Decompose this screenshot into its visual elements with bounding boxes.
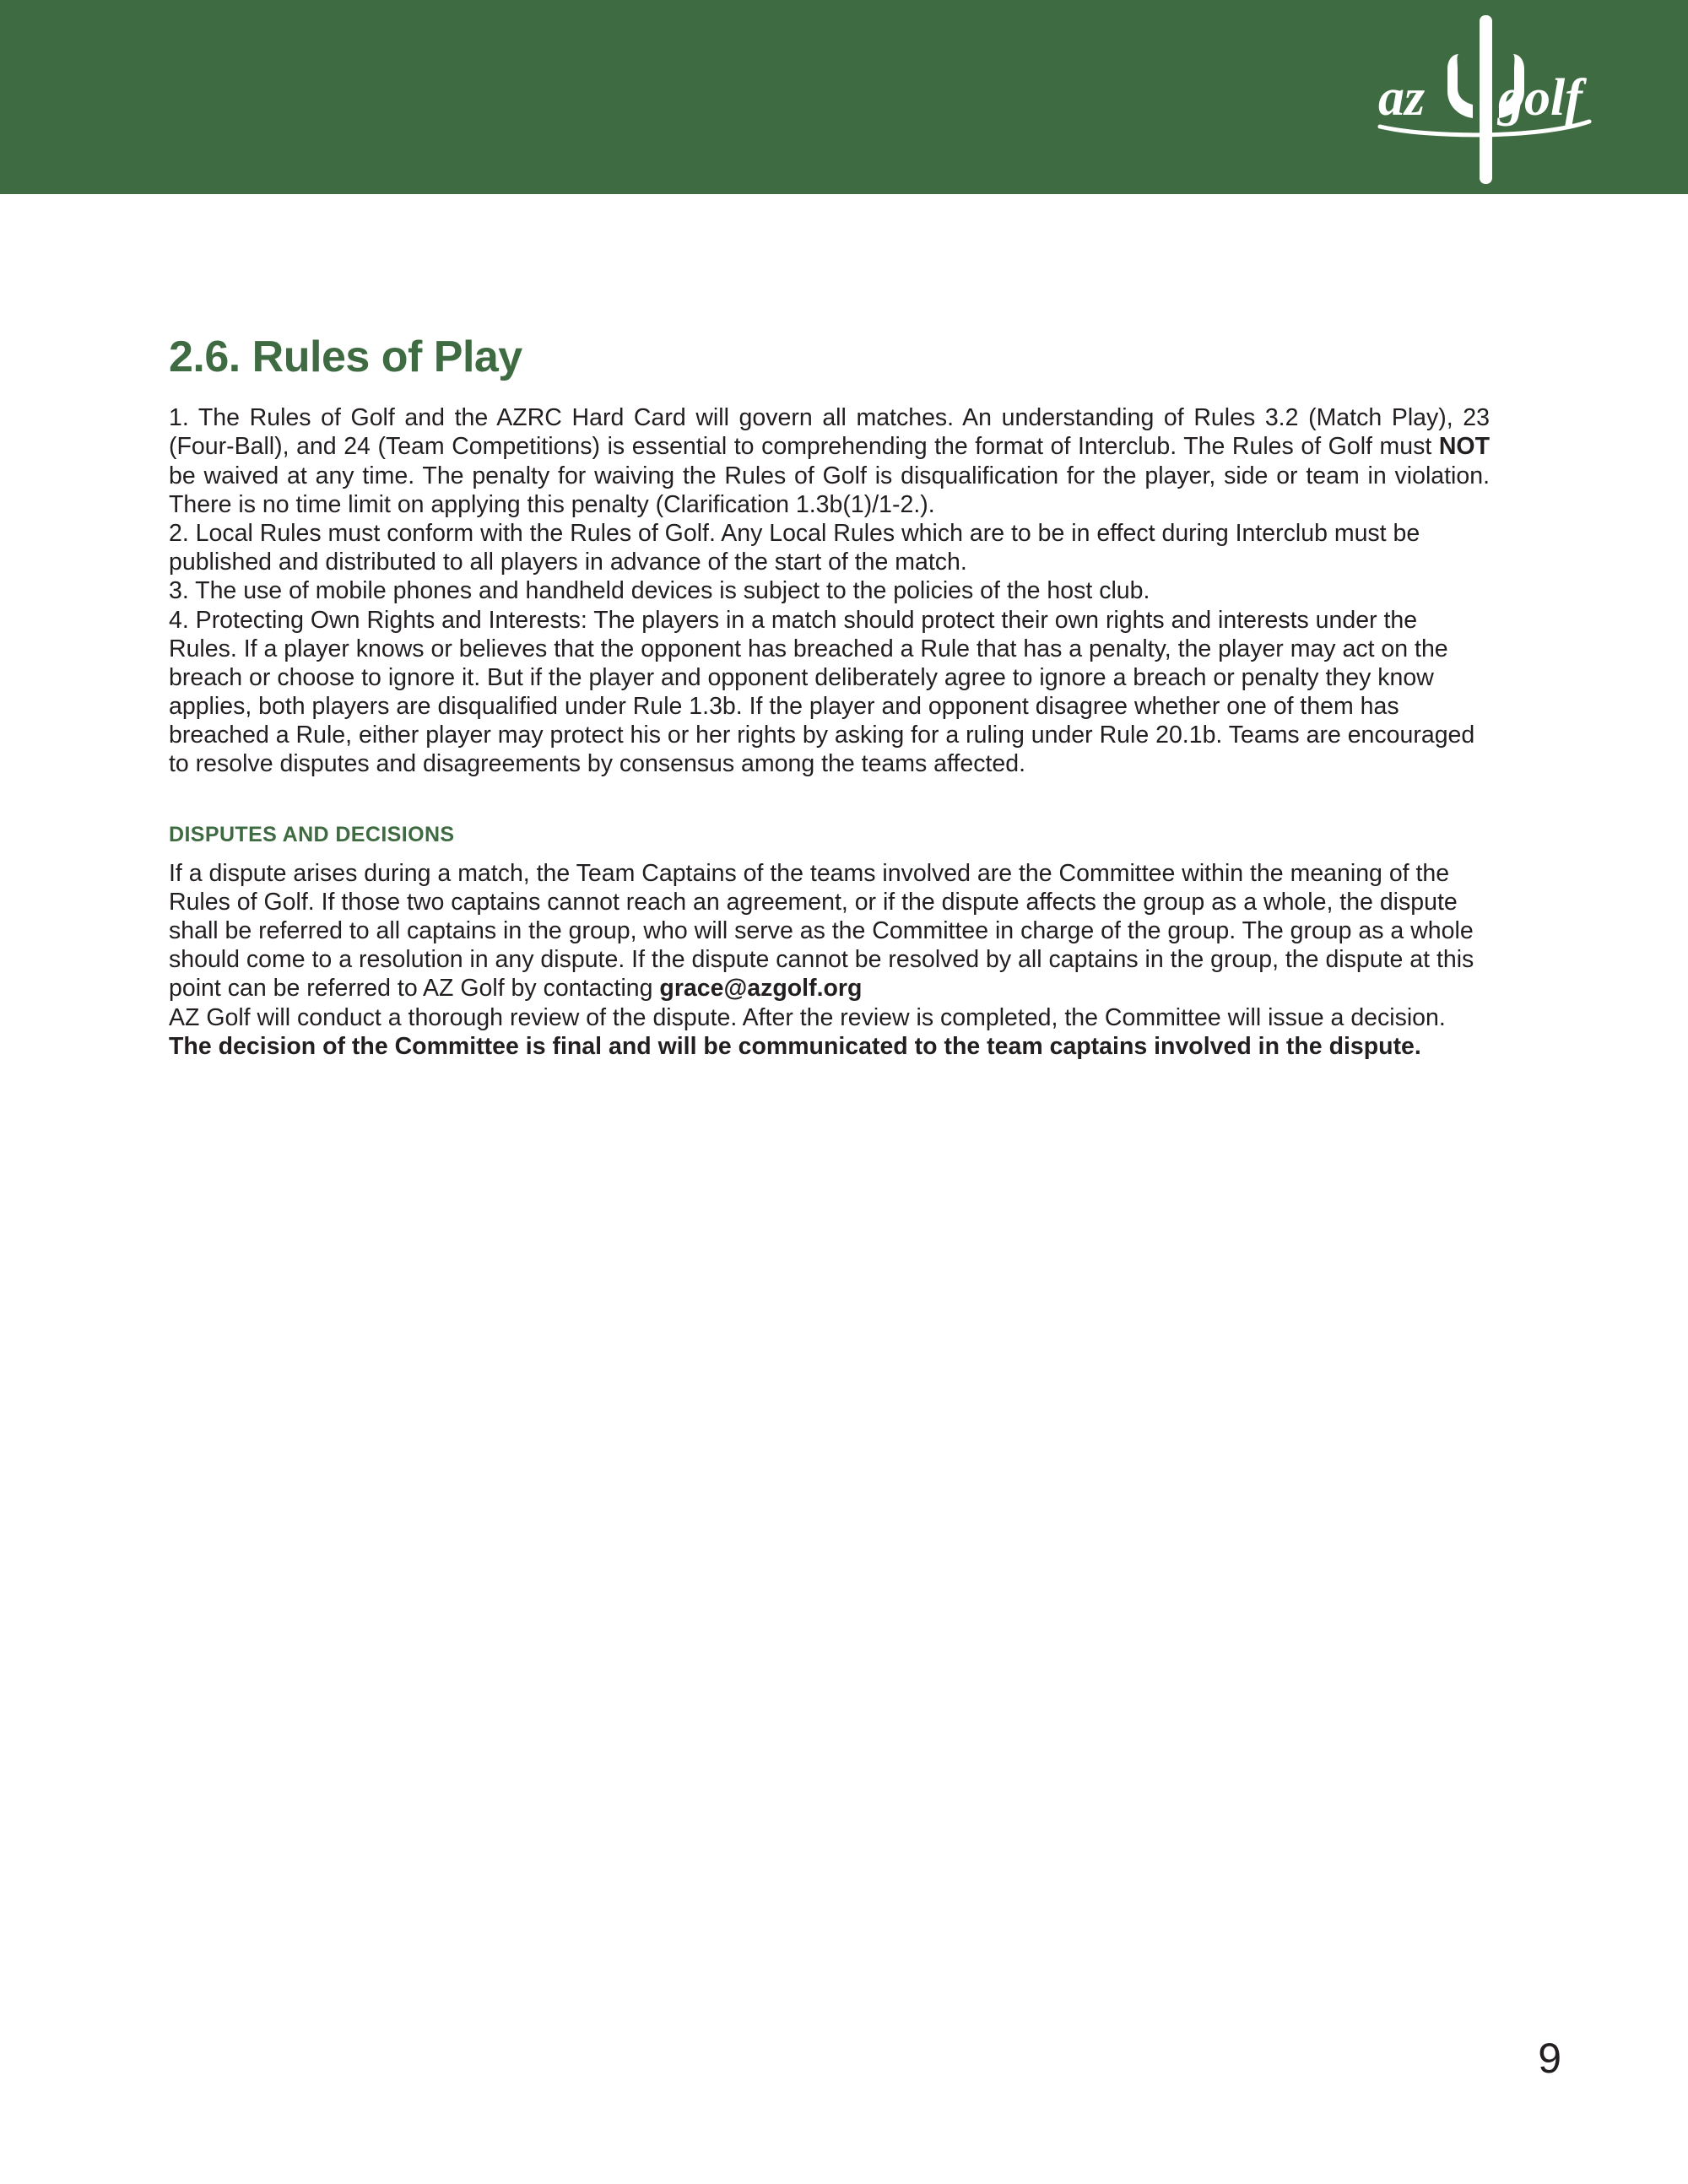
paragraph-disputes-2	[169, 1003, 1490, 1061]
page-number: 9	[1538, 2035, 1561, 2082]
paragraph-item-4	[169, 606, 1490, 779]
svg-text:golf: golf	[1498, 69, 1582, 127]
emphasized-text: The decision of the Committee is final and will be communicated to the team captains involved in the dispute.	[169, 1032, 1421, 1060]
azgolf-logo-icon	[1372, 15, 1599, 188]
text-run: 1. The Rules of Golf and the AZRC Hard Card will govern all matches. An understanding of Rules 3.2 (Match Play), 23 (Four-Ball), and 24 (Team Competitions) is essential to comprehending the format of Interclub. The Rules of Golf must	[169, 404, 1490, 461]
page-title: 2.6. Rules of Play	[169, 332, 522, 381]
text-run: If a dispute arises during a match, the Team Captains of the teams involved are the Committee within the meaning of the Rules of Golf. If those two captains cannot reach an agreement, or if the dispute affects the group as a whole, the dispute shall be referred to all captains in the group, who will serve as the Committee in charge of the group. The group as a whole should come to a resolution in any dispute. If the dispute cannot be resolved by all captains in the group, the dispute at this point can be referred to AZ Golf by contacting	[169, 859, 1474, 1003]
paragraph-disputes-1	[169, 859, 1490, 1003]
emphasized-text: NOT	[1438, 433, 1490, 461]
header-band	[0, 0, 1688, 194]
text-run: be waived at any time. The penalty for waiving the Rules of Golf is disqualification for the player, side or team in violation. There is no time limit on applying this penalty (Clarification 1.3b(1)/1-2.).	[169, 462, 1490, 518]
document-content	[169, 333, 1490, 1061]
text-run: 2. Local Rules must conform with the Rules of Golf. Any Local Rules which are to be in effect during Interclub must be published and distributed to all players in advance of the start of the match.	[169, 519, 1420, 576]
azgolf-logo	[1372, 15, 1599, 188]
text-run: 4. Protecting Own Rights and Interests: The players in a match should protect their own rights and interests under the Rules. If a player knows or believes that the opponent has breached a Rule that has a penalty, the player may act on the breach or choose to ignore it. But if the player and opponent deliberately agree to ignore a breach or penalty they know applies, both players are disqualified under Rule 1.3b. If the player and opponent disagree whether one of them has breached a Rule, either player may protect his or her rights by asking for a ruling under Rule 20.1b. Teams are encouraged to resolve disputes and disagreements by consensus among the teams affected.	[169, 606, 1475, 778]
paragraph-item-2	[169, 519, 1490, 576]
text-run: AZ Golf will conduct a thorough review of the dispute. After the review is completed, the Committee will issue a decision.	[169, 1003, 1446, 1031]
subsection-heading: DISPUTES AND DECISIONS	[169, 822, 455, 846]
svg-text:az: az	[1378, 69, 1426, 127]
emphasized-text: grace@azgolf.org	[659, 975, 863, 1003]
paragraph-item-3	[169, 576, 1490, 605]
text-run: 3. The use of mobile phones and handheld devices is subject to the policies of the host club.	[169, 577, 1150, 605]
paragraph-item-1	[169, 403, 1490, 519]
